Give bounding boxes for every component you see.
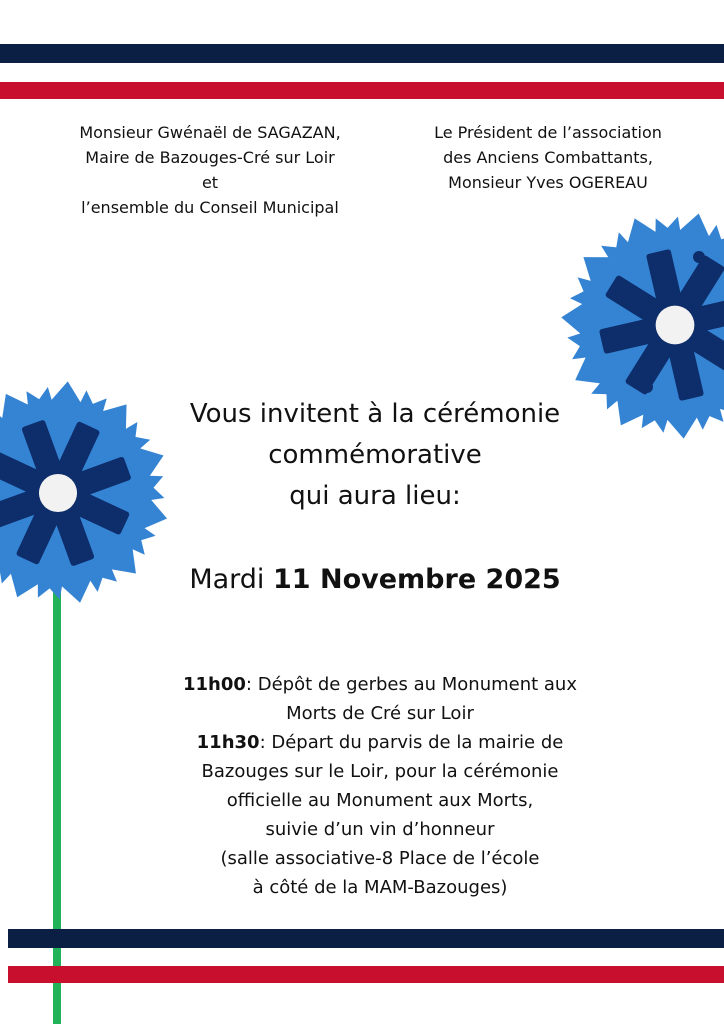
association-name: des Anciens Combattants, bbox=[443, 148, 653, 167]
bottom-navy-stripe bbox=[8, 929, 724, 948]
program-time-1: 11h00 bbox=[183, 674, 246, 695]
program-text-2e: (salle associative-8 Place de l’école bbox=[220, 848, 540, 869]
program-text-1a: : Dépôt de gerbes au Monument aux bbox=[245, 674, 577, 695]
flower-center bbox=[39, 474, 77, 512]
flower-dot bbox=[641, 381, 653, 393]
program-item-1 bbox=[120, 670, 640, 699]
program-text-1b: Morts de Cré sur Loir bbox=[286, 703, 474, 724]
program-text-2f: à côté de la MAM-Bazouges) bbox=[252, 877, 508, 898]
event-date-bold: 11 Novembre 2025 bbox=[273, 564, 561, 595]
host-mayor-block bbox=[40, 120, 380, 220]
event-date bbox=[140, 560, 610, 600]
mayor-title: Maire de Bazouges-Cré sur Loir bbox=[85, 148, 335, 167]
top-navy-stripe bbox=[0, 44, 724, 63]
host-association-block bbox=[398, 120, 698, 195]
program-item-2 bbox=[120, 728, 640, 757]
program-text-2b: Bazouges sur le Loir, pour la cérémonie bbox=[201, 761, 559, 782]
invitation-text bbox=[140, 394, 610, 517]
council-line: l’ensemble du Conseil Municipal bbox=[81, 198, 339, 217]
program-text-2c: officielle au Monument aux Morts, bbox=[226, 790, 534, 811]
event-day: Mardi bbox=[189, 564, 265, 595]
conjunction: et bbox=[201, 173, 219, 192]
president-title: Le Président de l’association bbox=[434, 123, 662, 142]
program-text-2d: suivie d’un vin d’honneur bbox=[265, 819, 495, 840]
program-time-2: 11h30 bbox=[196, 732, 260, 753]
bottom-red-stripe bbox=[8, 966, 724, 983]
invitation-line-2: commémorative bbox=[268, 440, 482, 470]
mayor-name: Monsieur Gwénaël de SAGAZAN, bbox=[79, 123, 341, 142]
flower-stem bbox=[53, 590, 61, 1024]
president-name: Monsieur Yves OGEREAU bbox=[448, 173, 648, 192]
flower-dot bbox=[693, 251, 705, 263]
program-text-2a: : Départ du parvis de la mairie de bbox=[259, 732, 564, 753]
invitation-line-3: qui aura lieu: bbox=[289, 481, 461, 511]
flower-center bbox=[656, 306, 695, 345]
top-red-stripe bbox=[0, 82, 724, 99]
invitation-line-1: Vous invitent à la cérémonie bbox=[189, 399, 561, 429]
program-block bbox=[120, 670, 640, 902]
